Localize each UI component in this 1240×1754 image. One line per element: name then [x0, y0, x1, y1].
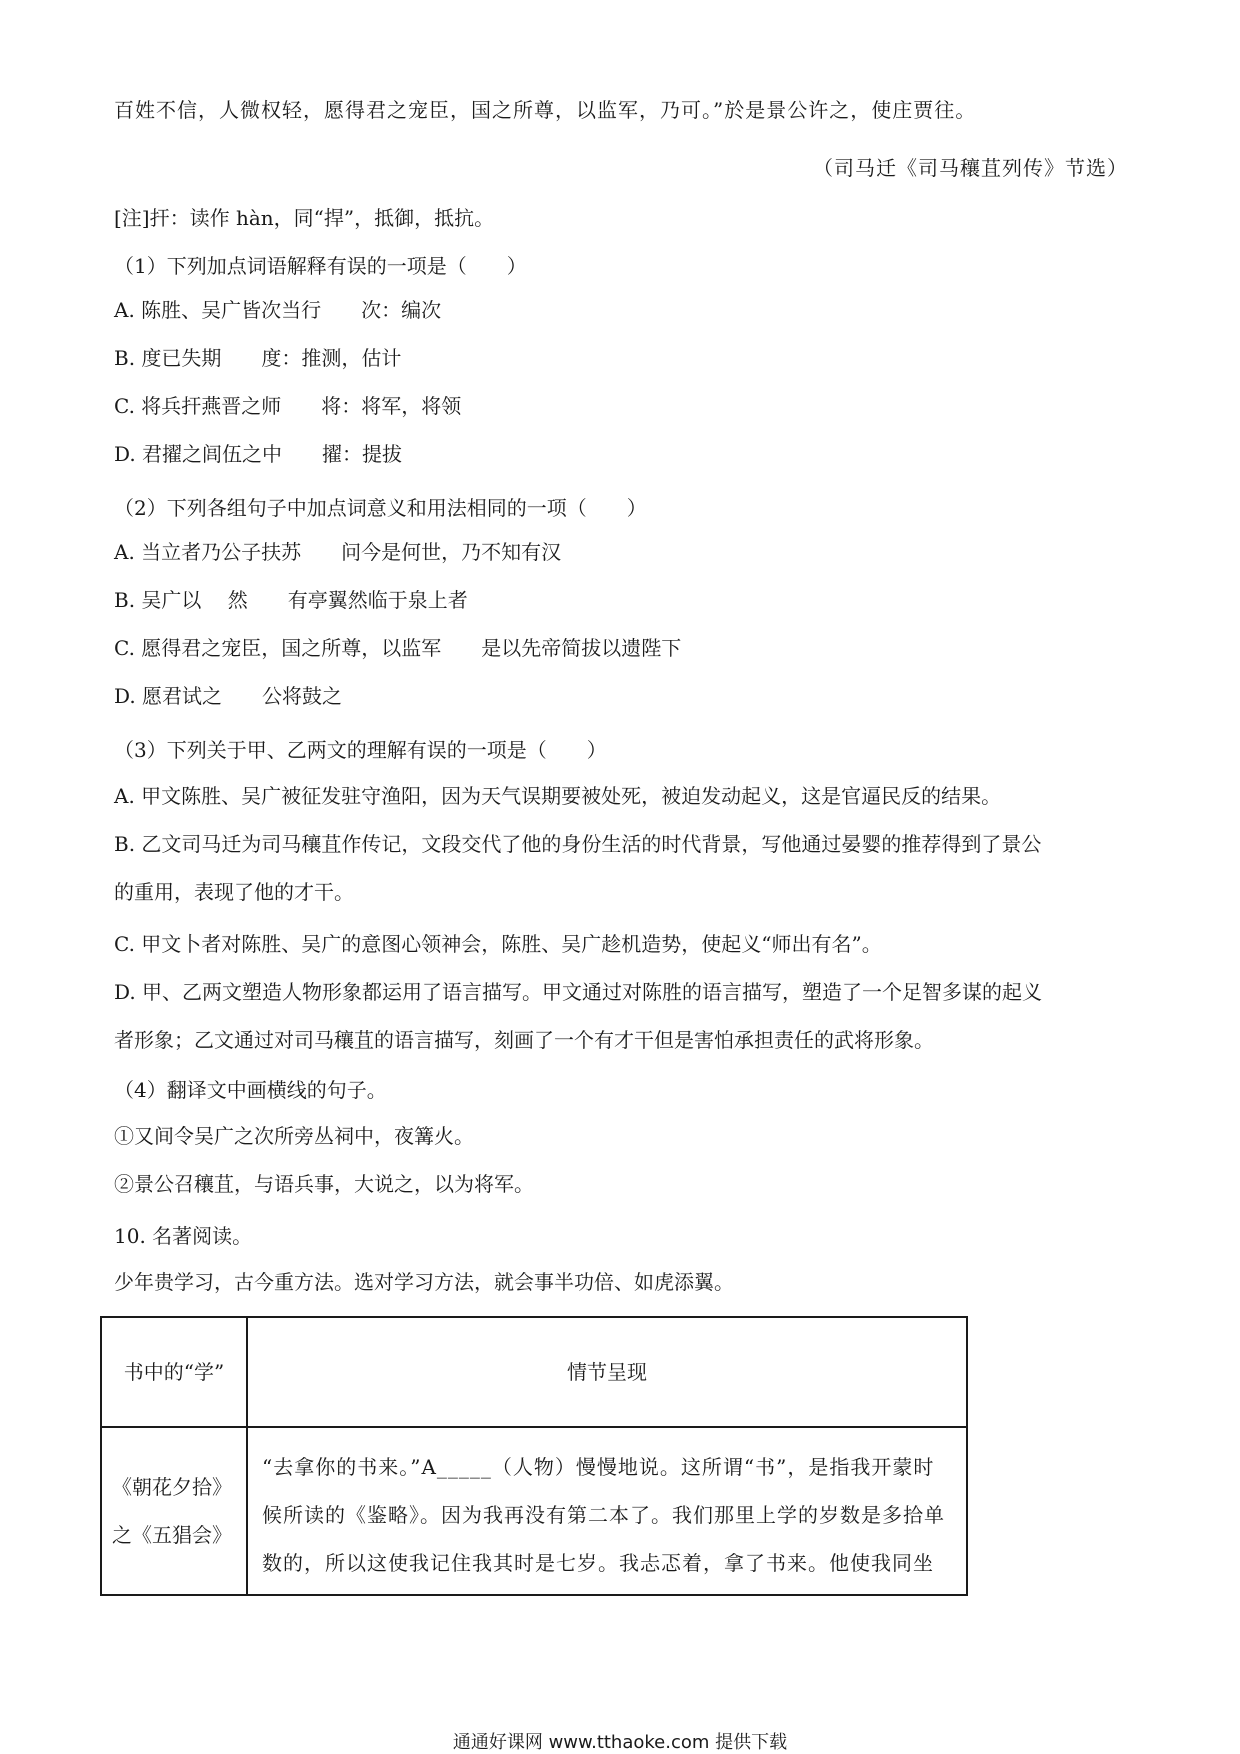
q3-option-d: D. 甲、乙两文塑造人物形象都运用了语言描写。甲文通过对陈胜的语言描写，塑造了一个足智多谋的起义 — [114, 980, 1043, 1004]
annotation-note: [注]扞：读作 hàn，同“捍”，抵御，抵抗。 — [114, 206, 495, 230]
q3-option-b-cont: 的重用，表现了他的才干。 — [114, 880, 354, 904]
table-header-cell: 情节呈现 — [247, 1317, 967, 1427]
q4-sentence-1: ①又间令吴广之次所旁丛祠中，夜篝火。 — [114, 1124, 474, 1148]
q1-option-a: A. 陈胜、吴广皆次当行 次：编次 — [114, 298, 442, 322]
table-header-row — [101, 1317, 967, 1427]
table-cell-book: 《朝花夕拾》之《五猖会》 — [101, 1427, 247, 1595]
passage-last-line: 百姓不信，人微权轻，愿得君之宠臣，国之所尊，以监军，乃可。”於是景公许之，使庄贾往。 — [114, 98, 977, 122]
page-footer: 通通好课网 www.tthaoke.com 提供下载 — [452, 1732, 788, 1753]
passage-source: （司马迁《司马穰苴列传》节选） — [813, 156, 1128, 180]
q2-option-d: D. 愿君试之 公将鼓之 — [114, 684, 343, 708]
table-cell-text: “去拿你的书来。”A_____（人物）慢慢地说。这所谓“书”，是指我开蒙时候所读的《鉴略》。因为我再没有第二本了。我们那里上学的岁数是多拾单数的，所以这使我记住我其时是七岁。我忐忑着，拿了书来。他使我同坐 — [247, 1427, 967, 1595]
question-3-stem: （3）下列关于甲、乙两文的理解有误的一项是（ ） — [114, 738, 607, 762]
question-4-stem: （4）翻译文中画横线的句子。 — [114, 1078, 387, 1102]
table-row — [101, 1427, 967, 1595]
question-1-stem: （1）下列加点词语解释有误的一项是（ ） — [114, 254, 527, 278]
q3-option-d-cont: 者形象；乙文通过对司马穰苴的语言描写，刻画了一个有才干但是害怕承担责任的武将形象。 — [114, 1028, 934, 1052]
q3-option-a: A. 甲文陈胜、吴广被征发驻守渔阳，因为天气误期要被处死，被迫发动起义，这是官逼民反的结果。 — [114, 784, 1002, 808]
question-10-intro: 少年贵学习，古今重方法。选对学习方法，就会事半功倍、如虎添翼。 — [114, 1270, 734, 1294]
table-header-cell: 书中的“学” — [101, 1317, 247, 1427]
q1-option-d: D. 君擢之闾伍之中 擢：提拔 — [114, 442, 403, 466]
q4-sentence-2: ②景公召穰苴，与语兵事，大说之，以为将军。 — [114, 1172, 534, 1196]
question-10-title: 10. 名著阅读。 — [114, 1224, 253, 1248]
q1-option-c: C. 将兵扞燕晋之师 将：将军，将领 — [114, 394, 462, 418]
q1-option-b: B. 度已失期 度：推测，估计 — [114, 346, 402, 370]
question-2-stem: （2）下列各组句子中加点词意义和用法相同的一项（ ） — [114, 496, 647, 520]
q3-option-c: C. 甲文卜者对陈胜、吴广的意图心领神会，陈胜、吴广趁机造势，使起义“师出有名”。 — [114, 932, 882, 956]
q2-option-b: B. 吴广以 然 有亭翼然临于泉上者 — [114, 588, 468, 612]
reading-table — [100, 1316, 968, 1596]
q2-option-a: A. 当立者乃公子扶苏 问今是何世，乃不知有汉 — [114, 540, 562, 564]
q3-option-b: B. 乙文司马迁为司马穰苴作传记，文段交代了他的身份生活的时代背景，写他通过晏婴的推荐得到了景公 — [114, 832, 1042, 856]
q2-option-c: C. 愿得君之宠臣，国之所尊，以监军 是以先帝简拔以遗陛下 — [114, 636, 682, 660]
